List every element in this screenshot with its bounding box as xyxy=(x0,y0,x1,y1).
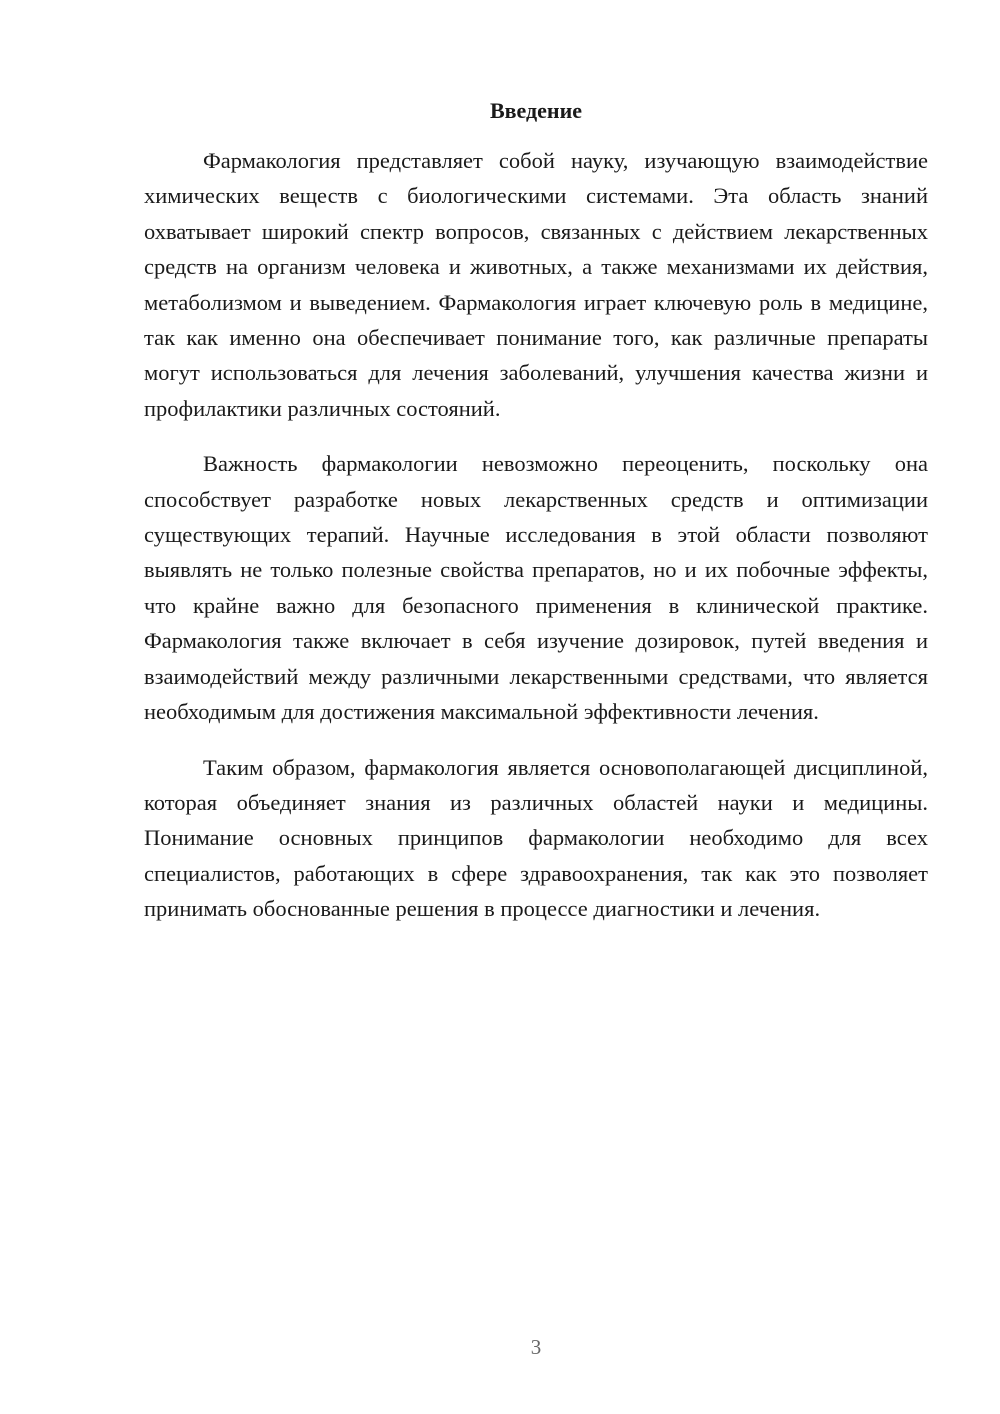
section-heading: Введение xyxy=(489,98,583,123)
paragraph-1: Фармакология представляет собой науку, изучающую взаимодействие химических веществ с биологическими системами. Эта область знаний охватывает широкий спектр вопросов, связанных с действием лекарственных средств на организм человека и животных, а также механизмами их действия, метаболизмом и выведением. Фармакология играет ключевую роль в медицине, так как именно она обеспечивает понимание того, как различные препараты могут использоваться для лечения заболеваний, улучшения качества жизни и профилактики различных состояний. xyxy=(144,148,928,421)
body-text xyxy=(144,143,928,927)
paragraph-2: Важность фармакологии невозможно переоценить, поскольку она способствует разработке новых лекарственных средств и оптимизации существующих терапий. Научные исследования в этой области позволяют выявлять не только полезные свойства препаратов, но и их побочные эффекты, что крайне важно для безопасного применения в клинической практике. Фармакология также включает в себя изучение дозировок, путей введения и взаимодействий между различными лекарственными средствами, что является необходимым для достижения максимальной эффективности лечения. xyxy=(144,451,928,725)
page-number: 3 xyxy=(530,1335,542,1359)
paragraph-3: Таким образом, фармакология является основополагающей дисциплиной, которая объединяет знания из различных областей науки и медицины. Понимание основных принципов фармакологии необходимо для всех специалистов, работающих в сфере здравоохранения, так как это позволяет принимать обоснованные решения в процессе диагностики и лечения. xyxy=(144,754,928,922)
